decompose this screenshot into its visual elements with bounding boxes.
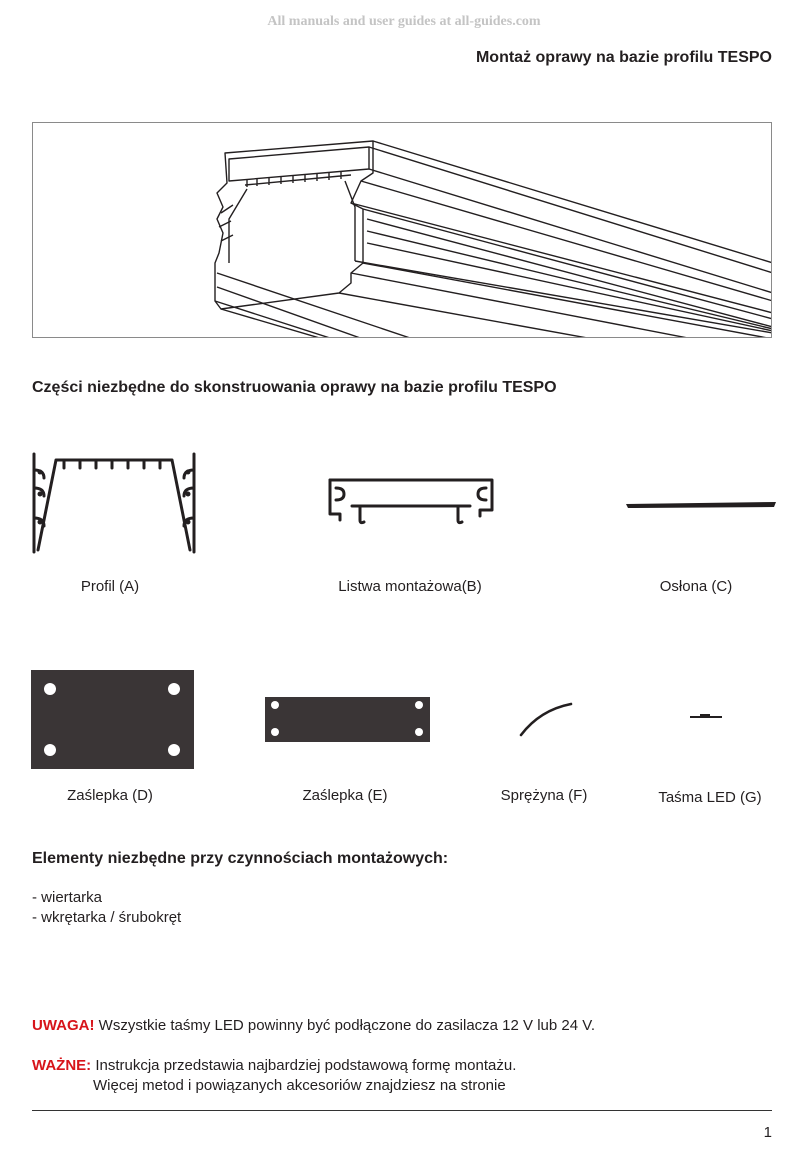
part-label-mounting-strip: Listwa montażowa(B) [338, 578, 482, 595]
warning-notice [32, 1017, 595, 1034]
watermark: All manuals and user guides at all-guides.com [267, 14, 541, 29]
end-cap-small-icon [265, 697, 430, 742]
important-notice [32, 1057, 516, 1074]
part-label-profile: Profil (A) [80, 578, 140, 595]
important-text-line-2: Więcej metod i powiązanych akcesoriów znajdziesz na stronie [93, 1077, 506, 1094]
warning-text: Wszystkie taśmy LED powinny być podłączone do zasilacza 12 V lub 24 V. [94, 1017, 596, 1034]
end-cap-large-icon [31, 670, 194, 769]
aluminium-profile-perspective-icon [33, 123, 772, 338]
led-strip-icon [690, 712, 722, 722]
important-keyword: WAŻNE: [32, 1057, 92, 1074]
cover-icon [624, 500, 778, 510]
part-label-end-cap-e: Zaślepka (E) [302, 787, 388, 804]
tools-section-title: Elementy niezbędne przy czynnościach montażowych: [32, 850, 449, 867]
part-label-spring: Sprężyna (F) [500, 787, 588, 804]
important-text-line-1: Instrukcja przedstawia najbardziej podstawową formę montażu. [91, 1057, 517, 1074]
mounting-strip-icon [326, 476, 496, 524]
part-label-end-cap-d: Zaślepka (D) [67, 787, 153, 804]
profile-cross-section-icon [30, 452, 198, 556]
parts-section-title: Części niezbędne do skonstruowania oprawy na bazie profilu TESPO [32, 379, 557, 396]
tool-item-drill: - wiertarka [32, 889, 103, 906]
page-number: 1 [763, 1124, 772, 1141]
spring-icon [518, 702, 574, 738]
part-label-led-strip: Taśma LED (G) [658, 789, 762, 806]
part-label-cover: Osłona (C) [659, 578, 733, 595]
tool-item-screwdriver: - wkrętarka / śrubokręt [32, 909, 182, 926]
hero-illustration-frame [32, 122, 772, 338]
page-title: Montaż oprawy na bazie profilu TESPO [475, 49, 772, 66]
warning-keyword: UWAGA! [32, 1017, 95, 1034]
footer-divider [32, 1110, 772, 1111]
